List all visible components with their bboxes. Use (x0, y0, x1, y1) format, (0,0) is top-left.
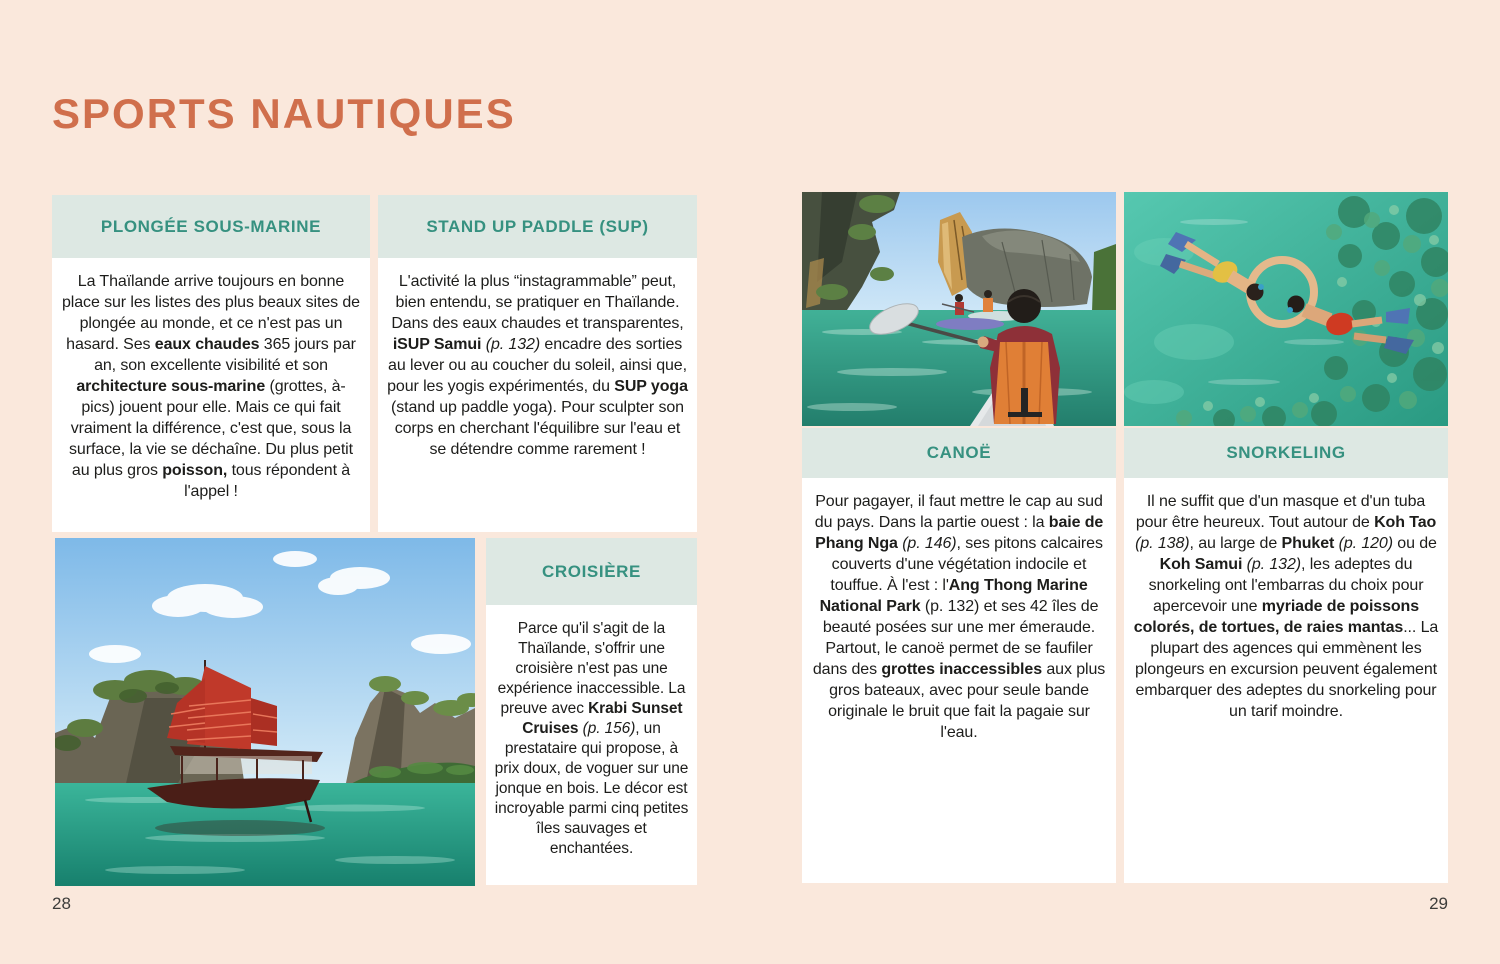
page-title: SPORTS NAUTIQUES (52, 90, 516, 137)
section-snorkeling-body (1124, 478, 1448, 883)
section-plongee-text: La Thaïlande arrive toujours en bonne place sur les listes des plus beaux sites de plongée au monde, et ce n'est pas un hasard. Ses eaux chaudes 365 jours par an, son excellente visibilité et son architecture sous-marine (grottes, à-pics) jouent pour elle. Mais ce qui fait vraiment la différence, c'est que, sous la surface, la vie se déchaîne. Du plus petit au plus gros poisson, tous répondent à l'appel ! (62, 273, 360, 500)
boat-reflection (155, 820, 325, 836)
section-canoe-body (802, 478, 1116, 883)
junk-boat-scene (55, 538, 475, 886)
croisiere-photo (55, 538, 475, 886)
section-canoe-text: Pour pagayer, il faut mettre le cap au sud du pays. Dans la partie ouest : la baie de Phang Nga (p. 146), ses pitons calcaires couverts d'une végétation indocile et touffue. À l'est : l'Ang Thong Marine National Park (p. 132) et ses 42 îles de beauté posées sur une mer émeraude. Partout, le canoë permet de se faufiler dans des grottes inaccessibles aux plus gros bateaux, avec pour seule bande originale le bruit que fait la pagaie sur l'eau. (812, 493, 1106, 741)
section-sup (378, 195, 697, 532)
section-sup-header (378, 195, 697, 258)
page-number-left: 28 (52, 894, 71, 913)
section-snorkeling-header (1124, 428, 1448, 478)
kayak-scene (802, 192, 1116, 426)
snorkeling-photo (1124, 192, 1448, 426)
section-snorkeling-title: SNORKELING (1226, 443, 1346, 462)
section-croisiere-header (486, 538, 697, 605)
section-snorkeling (1124, 428, 1448, 883)
section-sup-title: STAND UP PADDLE (SUP) (426, 216, 649, 236)
section-croisiere-body (486, 605, 697, 885)
section-sup-text: L'activité la plus “instagrammable” peut, bien entendu, se pratiquer en Thaïlande. Dans des eaux chaudes et transparentes, iSUP Samui (p. 132) encadre des sorties au lever ou au coucher du soleil, ainsi que, pour les yogis expérimentés, du SUP yoga (stand up paddle yoga). Pour sculpter son corps en cherchant l'équilibre sur l'eau et se détendre comme rarement ! (387, 273, 688, 458)
section-croisiere-title: CROISIÈRE (542, 561, 641, 581)
section-plongee-title: PLONGÉE SOUS-MARINE (100, 216, 322, 236)
section-snorkeling-text: Il ne suffit que d'un masque et d'un tuba pour être heureux. Tout autour de Koh Tao (p. 138), au large de Phuket (p. 120) ou de Koh Samui (p. 132), les adeptes du snorkeling ont l'embarras du choix pour apercevoir une myriade de poissons colorés, de tortues, de raies mantas... La plupart des agences qui emmènent les plongeurs en excursion peuvent également embarquer des adeptes du snorkeling pour un tarif moindre. (1133, 493, 1439, 720)
page-number-right: 29 (1429, 894, 1448, 913)
section-croisiere (486, 538, 697, 885)
section-canoe-title: CANOË (926, 443, 992, 462)
snorkelers-scene (1124, 192, 1448, 426)
vegetation-right (1092, 244, 1116, 317)
section-croisiere-text: Parce qu'il s'agit de la Thaïlande, s'offrir une croisière n'est pas une expérience inaccessible. La preuve avec Krabi Sunset Cruises (p. 156), un prestataire qui propose, à prix doux, de voguer sur une jonque en bois. Le décor est incroyable parmi cinq petites îles sauvages et enchantées. (494, 620, 689, 857)
section-canoe (802, 428, 1116, 883)
section-plongee (52, 195, 370, 532)
section-plongee-body (52, 258, 370, 532)
section-plongee-header (52, 195, 370, 258)
section-sup-body (378, 258, 697, 532)
canoe-photo (802, 192, 1116, 426)
section-canoe-header (802, 428, 1116, 478)
